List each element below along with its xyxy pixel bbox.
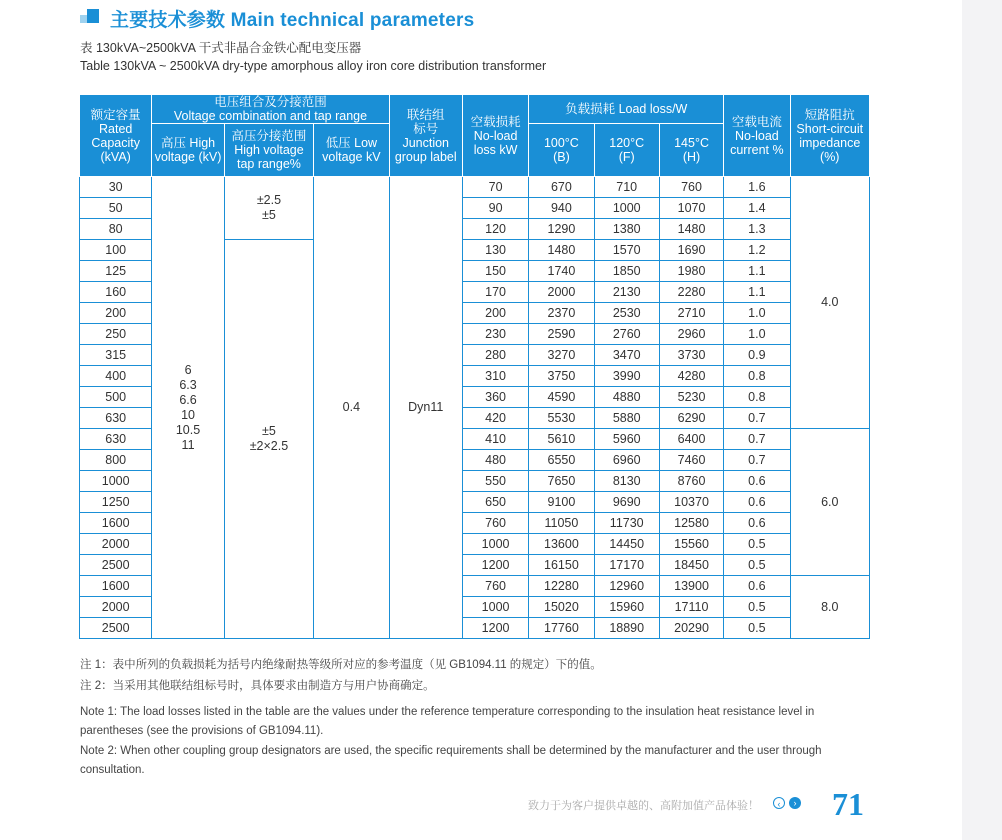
cell-load-loss-145c: 3730 — [659, 345, 723, 366]
cell-capacity: 80 — [80, 219, 152, 240]
cell-load-loss-100c: 6550 — [529, 450, 594, 471]
header-high-voltage: 高压 High voltage (kV) — [152, 124, 224, 177]
cell-no-load-loss: 1000 — [462, 597, 528, 618]
section-title: 主要技术参数 Main technical parameters — [110, 9, 475, 31]
cell-load-loss-145c: 7460 — [659, 450, 723, 471]
cell-no-load-loss: 480 — [462, 450, 528, 471]
cell-load-loss-100c: 17760 — [529, 618, 594, 639]
cell-load-loss-120c: 6960 — [594, 450, 659, 471]
cell-load-loss-100c: 5610 — [529, 429, 594, 450]
cell-load-loss-145c: 1690 — [659, 240, 723, 261]
table-caption-en: Table 130kVA ~ 2500kVA dry-type amorphous alloy iron core distribution transformer — [80, 59, 547, 73]
cell-no-load-loss: 360 — [462, 387, 528, 408]
cell-capacity: 1600 — [80, 576, 152, 597]
header-no-load-loss: 空载损耗 No-load loss kW — [462, 95, 528, 177]
cell-load-loss-100c: 16150 — [529, 555, 594, 576]
cell-load-loss-120c: 5960 — [594, 429, 659, 450]
cell-no-load-current: 1.1 — [724, 261, 790, 282]
cell-no-load-current: 0.6 — [724, 576, 790, 597]
cell-no-load-current: 1.0 — [724, 303, 790, 324]
cell-load-loss-100c: 2370 — [529, 303, 594, 324]
cell-capacity: 30 — [80, 177, 152, 198]
header-low-voltage: 低压 Low voltage kV — [314, 124, 389, 177]
note-2-en: Note 2: When other coupling group designators are used, the specific requirements shall be determined by the manufacturer and the user through consultation. — [80, 745, 822, 776]
cell-capacity: 2500 — [80, 555, 152, 576]
cell-capacity: 160 — [80, 282, 152, 303]
cell-no-load-loss: 120 — [462, 219, 528, 240]
cell-capacity: 1250 — [80, 492, 152, 513]
cell-load-loss-120c: 17170 — [594, 555, 659, 576]
cell-no-load-loss: 1200 — [462, 618, 528, 639]
cell-load-loss-145c: 1070 — [659, 198, 723, 219]
cell-capacity: 630 — [80, 408, 152, 429]
cell-load-loss-100c: 2590 — [529, 324, 594, 345]
header-load-loss-120c: 120°C (F) — [594, 124, 659, 177]
cell-load-loss-145c: 6290 — [659, 408, 723, 429]
cell-no-load-current: 0.5 — [724, 618, 790, 639]
cell-capacity: 250 — [80, 324, 152, 345]
cell-load-loss-120c: 1380 — [594, 219, 659, 240]
cell-capacity: 1000 — [80, 471, 152, 492]
cell-high-voltage: 6 6.3 6.6 10 10.5 11 — [152, 177, 224, 639]
cell-load-loss-145c: 12580 — [659, 513, 723, 534]
table-caption-cn: 表 130kVA~2500kVA 干式非晶合金铁心配电变压器 — [80, 41, 362, 55]
cell-no-load-loss: 1000 — [462, 534, 528, 555]
cell-capacity: 200 — [80, 303, 152, 324]
cell-no-load-current: 1.0 — [724, 324, 790, 345]
chevron-left-icon[interactable]: ‹ — [773, 797, 785, 809]
cell-tap-range: ±5 ±2×2.5 — [224, 240, 313, 639]
chevron-right-icon[interactable]: › — [789, 797, 801, 809]
cell-load-loss-145c: 13900 — [659, 576, 723, 597]
cell-no-load-loss: 90 — [462, 198, 528, 219]
cell-load-loss-145c: 1480 — [659, 219, 723, 240]
cell-load-loss-145c: 10370 — [659, 492, 723, 513]
cell-load-loss-120c: 3990 — [594, 366, 659, 387]
cell-load-loss-100c: 3270 — [529, 345, 594, 366]
cell-capacity: 2000 — [80, 534, 152, 555]
cell-capacity: 1600 — [80, 513, 152, 534]
cell-capacity: 400 — [80, 366, 152, 387]
cell-load-loss-145c: 760 — [659, 177, 723, 198]
header-rated-capacity: 额定容量 Rated Capacity (kVA) — [80, 95, 152, 177]
table-body — [80, 177, 870, 639]
cell-load-loss-120c: 2760 — [594, 324, 659, 345]
cell-no-load-current: 0.6 — [724, 513, 790, 534]
cell-no-load-current: 0.6 — [724, 471, 790, 492]
cell-load-loss-145c: 6400 — [659, 429, 723, 450]
cell-low-voltage: 0.4 — [314, 177, 389, 639]
cell-no-load-current: 1.1 — [724, 282, 790, 303]
cell-load-loss-100c: 9100 — [529, 492, 594, 513]
cell-load-loss-120c: 5880 — [594, 408, 659, 429]
cell-load-loss-120c: 4880 — [594, 387, 659, 408]
cell-load-loss-120c: 2130 — [594, 282, 659, 303]
cell-load-loss-145c: 2710 — [659, 303, 723, 324]
cell-load-loss-120c: 2530 — [594, 303, 659, 324]
footer-slogan: 致力于为客户提供卓越的、高附加值产品体验！ — [528, 800, 759, 812]
cell-no-load-loss: 70 — [462, 177, 528, 198]
header-junction-label: 联结组 标号 Junction group label — [389, 95, 462, 177]
cell-load-loss-100c: 1740 — [529, 261, 594, 282]
cell-load-loss-145c: 17110 — [659, 597, 723, 618]
cell-no-load-loss: 650 — [462, 492, 528, 513]
technical-parameters-table — [79, 94, 870, 639]
cell-junction-label: Dyn11 — [389, 177, 462, 639]
cell-no-load-loss: 760 — [462, 513, 528, 534]
cell-load-loss-120c: 15960 — [594, 597, 659, 618]
cell-load-loss-145c: 8760 — [659, 471, 723, 492]
cell-no-load-current: 1.3 — [724, 219, 790, 240]
cell-load-loss-120c: 8130 — [594, 471, 659, 492]
cell-no-load-current: 0.6 — [724, 492, 790, 513]
cell-load-loss-100c: 3750 — [529, 366, 594, 387]
cell-capacity: 100 — [80, 240, 152, 261]
cell-load-loss-145c: 2960 — [659, 324, 723, 345]
cell-load-loss-100c: 7650 — [529, 471, 594, 492]
cell-load-loss-100c: 13600 — [529, 534, 594, 555]
cell-capacity: 2000 — [80, 597, 152, 618]
cell-load-loss-100c: 15020 — [529, 597, 594, 618]
cell-no-load-loss: 170 — [462, 282, 528, 303]
cell-load-loss-120c: 1570 — [594, 240, 659, 261]
cell-load-loss-145c: 1980 — [659, 261, 723, 282]
cell-load-loss-120c: 710 — [594, 177, 659, 198]
cell-load-loss-100c: 4590 — [529, 387, 594, 408]
cell-impedance: 4.0 — [790, 177, 869, 429]
cell-capacity: 2500 — [80, 618, 152, 639]
cell-load-loss-120c: 9690 — [594, 492, 659, 513]
cell-load-loss-120c: 18890 — [594, 618, 659, 639]
cell-load-loss-120c: 12960 — [594, 576, 659, 597]
cell-no-load-current: 1.2 — [724, 240, 790, 261]
cell-load-loss-100c: 5530 — [529, 408, 594, 429]
header-impedance: 短路阻抗 Short-circuit impedance (%) — [790, 95, 869, 177]
cell-load-loss-145c: 18450 — [659, 555, 723, 576]
page-number: 71 — [832, 786, 864, 822]
cell-load-loss-145c: 5230 — [659, 387, 723, 408]
cell-no-load-current: 0.7 — [724, 408, 790, 429]
cell-load-loss-120c: 1850 — [594, 261, 659, 282]
note-2-cn: 注 2：当采用其他联结组标号时，具体要求由制造方与用户协商确定。 — [80, 680, 435, 692]
cell-no-load-current: 0.5 — [724, 534, 790, 555]
cell-no-load-current: 0.8 — [724, 366, 790, 387]
cell-no-load-loss: 310 — [462, 366, 528, 387]
cell-no-load-loss: 410 — [462, 429, 528, 450]
cell-no-load-current: 0.7 — [724, 429, 790, 450]
header-no-load-current: 空载电流 No-load current % — [724, 95, 790, 177]
cell-no-load-current: 1.4 — [724, 198, 790, 219]
header-hv-tap-range: 高压分接范围 High voltage tap range% — [224, 124, 313, 177]
cell-load-loss-120c: 3470 — [594, 345, 659, 366]
cell-no-load-loss: 280 — [462, 345, 528, 366]
cell-no-load-loss: 200 — [462, 303, 528, 324]
cell-load-loss-100c: 11050 — [529, 513, 594, 534]
section-heading — [80, 4, 474, 32]
cell-no-load-current: 0.9 — [724, 345, 790, 366]
cell-load-loss-120c: 14450 — [594, 534, 659, 555]
cell-no-load-loss: 550 — [462, 471, 528, 492]
cell-no-load-current: 1.6 — [724, 177, 790, 198]
cell-capacity: 315 — [80, 345, 152, 366]
cell-load-loss-100c: 2000 — [529, 282, 594, 303]
cell-no-load-loss: 130 — [462, 240, 528, 261]
cell-no-load-loss: 150 — [462, 261, 528, 282]
cell-load-loss-100c: 12280 — [529, 576, 594, 597]
cell-load-loss-145c: 4280 — [659, 366, 723, 387]
header-load-loss-145c: 145°C (H) — [659, 124, 723, 177]
cell-no-load-loss: 1200 — [462, 555, 528, 576]
cell-capacity: 500 — [80, 387, 152, 408]
cell-no-load-current: 0.7 — [724, 450, 790, 471]
header-load-loss-100c: 100°C (B) — [529, 124, 594, 177]
cell-no-load-loss: 760 — [462, 576, 528, 597]
cell-no-load-current: 0.5 — [724, 597, 790, 618]
cell-capacity: 50 — [80, 198, 152, 219]
cell-no-load-loss: 230 — [462, 324, 528, 345]
cell-impedance: 8.0 — [790, 576, 869, 639]
cell-load-loss-120c: 11730 — [594, 513, 659, 534]
note-1-en: Note 1: The load losses listed in the table are the values under the reference temperature corresponding to the insulation heat resistance level in parentheses (see the provisions of GB1094.11). — [80, 706, 815, 737]
table-row — [80, 177, 870, 198]
cell-load-loss-100c: 1290 — [529, 219, 594, 240]
cell-load-loss-100c: 670 — [529, 177, 594, 198]
cell-load-loss-120c: 1000 — [594, 198, 659, 219]
cell-load-loss-145c: 15560 — [659, 534, 723, 555]
cell-load-loss-145c: 2280 — [659, 282, 723, 303]
cell-impedance: 6.0 — [790, 429, 869, 576]
header-load-loss: 负载损耗 Load loss/W — [529, 95, 724, 124]
cell-load-loss-145c: 20290 — [659, 618, 723, 639]
cell-capacity: 125 — [80, 261, 152, 282]
cell-capacity: 630 — [80, 429, 152, 450]
cell-no-load-loss: 420 — [462, 408, 528, 429]
cell-capacity: 800 — [80, 450, 152, 471]
cell-load-loss-100c: 1480 — [529, 240, 594, 261]
header-voltage-combination: 电压组合及分接范围 Voltage combination and tap range — [152, 95, 389, 124]
cell-tap-range: ±2.5 ±5 — [224, 177, 313, 240]
heading-square-icon — [80, 7, 102, 29]
cell-no-load-current: 0.5 — [724, 555, 790, 576]
cell-load-loss-100c: 940 — [529, 198, 594, 219]
cell-no-load-current: 0.8 — [724, 387, 790, 408]
note-1-cn: 注 1：表中所列的负载损耗为括号内绝缘耐热等级所对应的参考温度（见 GB1094.11 的规定）下的值。 — [80, 659, 602, 671]
